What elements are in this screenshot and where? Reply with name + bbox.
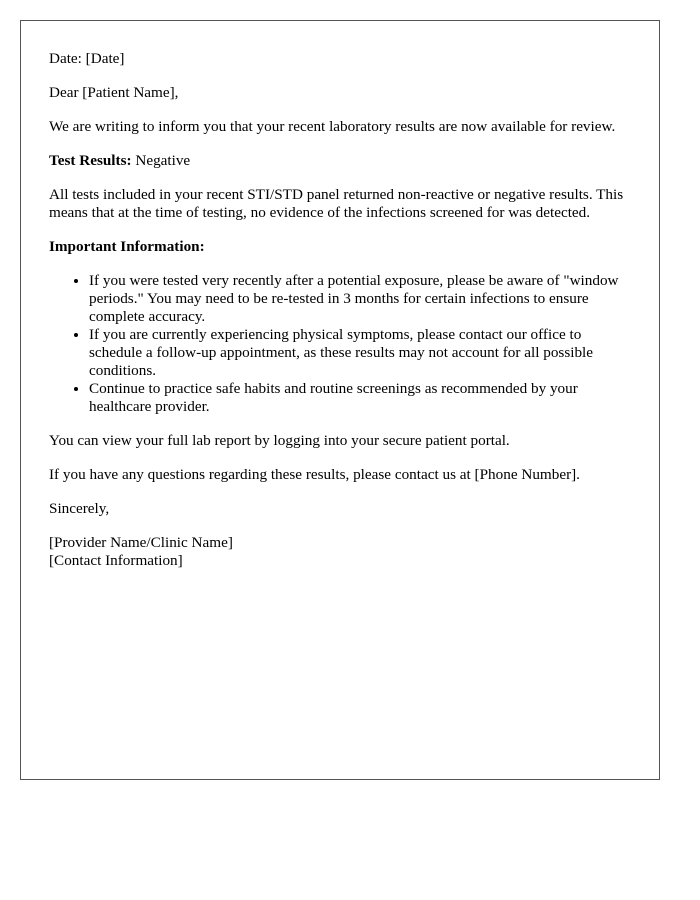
intro-paragraph: We are writing to inform you that your recent laboratory results are now available for review. [49,118,616,135]
list-item: • If you are currently experiencing physical symptoms, please contact our office to schedule a follow-up appointment, as these results may not account for all possible conditions. [89,326,631,380]
portal-note: You can view your full lab report by logging into your secure patient portal. [49,432,510,449]
explanation-paragraph: All tests included in your recent STI/STD panel returned non-reactive or negative results. This means that at the time of testing, no evidence of the infections screened for was detected. [49,186,624,221]
important-heading: Important Information: [49,238,205,255]
contact-note: If you have any questions regarding these results, please contact us at [Phone Number]. [49,466,580,483]
list-item: • Continue to practice safe habits and routine screenings as recommended by your healthcare provider. [89,380,631,416]
letter-document [20,20,660,780]
test-results-label: Test Results: [49,152,132,169]
important-list [49,272,631,416]
greeting: Dear [Patient Name], [49,84,179,101]
signature-name: [Provider Name/Clinic Name] [49,534,233,551]
date-line: Date: [Date] [49,50,125,67]
test-results-value: Negative [131,152,191,169]
list-item: • If you were tested very recently after a potential exposure, please be aware of "window periods." You may need to be re-tested in 3 months for certain infections to ensure complete accuracy. [89,272,631,326]
signature-contact: [Contact Information] [49,552,183,569]
signature-block [49,534,631,570]
test-results-line [49,152,631,170]
closing: Sincerely, [49,500,110,517]
